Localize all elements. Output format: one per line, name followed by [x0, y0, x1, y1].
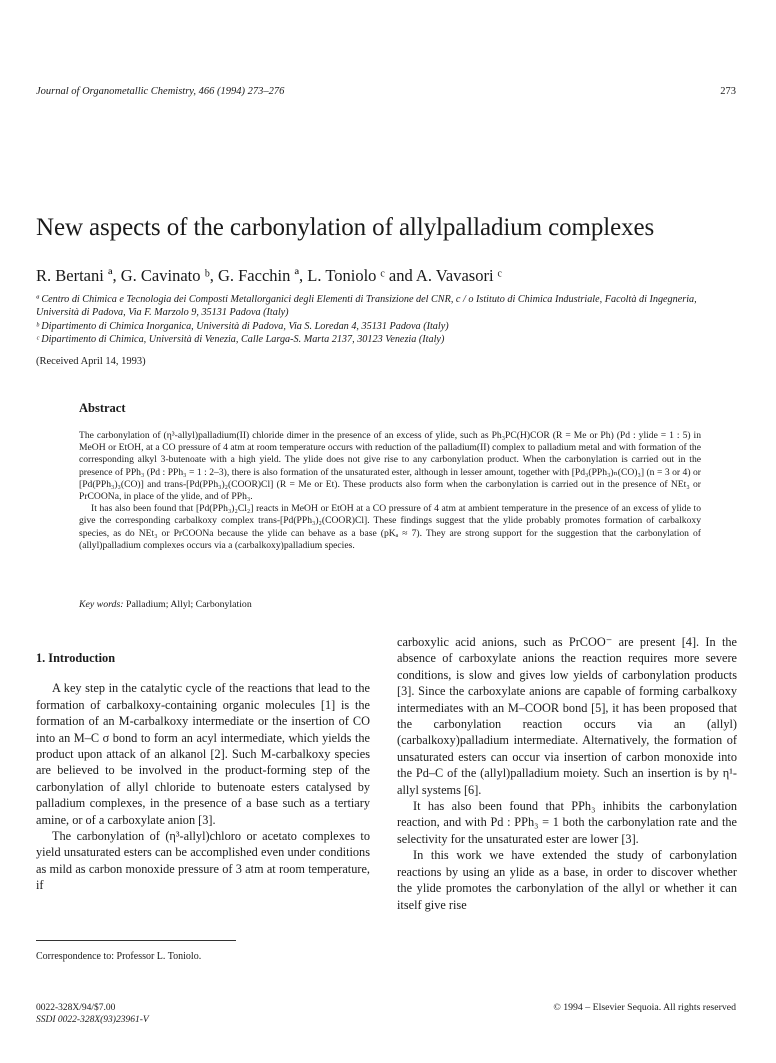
- running-head: [36, 86, 736, 97]
- article-title: New aspects of the carbonylation of allylpalladium complexes: [36, 214, 655, 241]
- author-list: R. Bertani ª, G. Cavinato ᵇ, G. Facchin ª, L. Toniolo ᶜ and A. Vavasori ᶜ: [36, 266, 502, 285]
- body-paragraph: The carbonylation of (η³-allyl)chloro or acetato complexes to yield unsaturated esters can be accomplished even under conditions as mild as carbon monoxide pressure of 3 atm at room temperature, if: [36, 829, 370, 893]
- issn-block: [36, 1002, 149, 1026]
- page-number: 273: [720, 86, 736, 97]
- affiliations: [36, 293, 740, 346]
- body-paragraph: carboxylic acid anions, such as PrCOO⁻ are present [4]. In the absence of carboxylate anions the reaction requires more severe conditions, is slow and gives low yields of carbonylation products [3]. Since the carboxylate anions are capable of forming carbalkoxy intermediates with an M–COOR bond [5], it has been proposed that the carbonylation reaction occurs via an (allyl)(carbalkoxy)palladium intermediate. Alternatively, the formation of unsaturated esters can occur via insertion of carbon monoxide into the Pd–C of the (allyl)palladium moiety. Such an insertion is by η¹-allyl systems [6].: [397, 635, 737, 797]
- affiliation-c: ᶜ Dipartimento di Chimica, Università di Venezia, Calle Larga-S. Marta 2137, 30123 Venezia (Italy): [36, 333, 445, 345]
- issn-price: 0022-328X/94/$7.00: [36, 1003, 116, 1013]
- abstract-paragraph: It has also been found that [Pd(PPh₃)₂Cl₂] reacts in MeOH or EtOH at a CO pressure of 4 atm at ambient temperature in the presence of an excess of ylide to give the corresponding carbalkoxy complex trans-[Pd(PPh₃)₂(COOR)Cl]. These findings suggest that the ylide probably promotes formation of carbalkoxy species, as do NEt₃ or PrCOONa because the ylide can behave as a base (pKₐ ≈ 7). They are strong support for the suggestion that the carbonylation of (allyl)palladium complexes occurs via a (carbalkoxy)palladium species.: [79, 503, 701, 551]
- footnote-divider: [36, 940, 236, 941]
- affiliation-b: ᵇ Dipartimento di Chimica Inorganica, Università di Padova, Via S. Loredan 4, 35131 Padova (Italy): [36, 320, 449, 332]
- keywords-text: Palladium; Allyl; Carbonylation: [126, 599, 252, 610]
- ssdi-code: SSDI 0022-328X(93)23961-V: [36, 1015, 149, 1025]
- keywords-label: Key words:: [79, 599, 124, 610]
- body-paragraph: In this work we have extended the study of carbonylation reactions by using an ylide as a base, in order to discover whether the ylide promotes the carbonylation of the allyl or whether it can itself give rise: [397, 848, 737, 912]
- body-paragraph: It has also been found that PPh₃ inhibits the carbonylation reaction, and with Pd : PPh₃ = 1 both the carbonylation rate and the selectivity for the unsaturated ester are lower [3].: [397, 799, 737, 846]
- section-heading-introduction: 1. Introduction: [36, 651, 116, 665]
- received-date: (Received April 14, 1993): [36, 356, 146, 367]
- left-column: [36, 650, 370, 894]
- journal-citation: Journal of Organometallic Chemistry, 466 (1994) 273–276: [36, 86, 285, 97]
- body-paragraph: A key step in the catalytic cycle of the reactions that lead to the formation of carbalkoxy-containing organic molecules [1] is the formation of an M-carbalkoxy intermediate or the insertion of CO into an M–C σ bond to form an acyl intermediate, which yields the product upon attack of an alkanol [2]. Such M-carbalkoxy species are believed to be involved in the product-forming step of the carbonylation of allyl chloride to butenoate esters catalysed by palladium complexes, in the presence of a base such as a tertiary amine, or of a carboxylate anion [3].: [36, 681, 370, 827]
- abstract-paragraph: The carbonylation of (η³-allyl)palladium(II) chloride dimer in the presence of an excess of ylide, such as Ph₃PC(H)COR (R = Me or Ph) (Pd : ylide = 1 : 5) in MeOH or EtOH, at a CO pressure of 4 atm at room temperature occurs with reduction of the palladium(II) complex to palladium metal and with formation of the corresponding alkyl 3-butenoate with a high yield. The ylide does not give rise to any carbonylation product. When the carbonylation is carried out in the presence of PPh₃ (Pd : PPh₃ = 1 : 2–3), there is also formation of the unsaturated ester, although in lesser amount, together with [Pd₃(PPh₃)ₙ(CO)₃] (n = 3 or 4) or [Pd(PPh₃)₃(CO)] and trans-[Pd(PPh₃)₂(COOR)Cl] (R = Me or Et). These products also form when the carbonylation is carried out in the presence of NEt₃ or PrCOONa, in place of the ylide, and of PPh₃.: [79, 430, 701, 503]
- copyright-notice: © 1994 – Elsevier Sequoia. All rights reserved: [553, 1002, 736, 1013]
- affiliation-a: ª Centro di Chimica e Tecnologia dei Composti Metallorganici degli Elementi di Transizione del CNR, c / o Istituto di Chimica Industriale, Facoltà di Ingegneria, Università di Padova, Via F. Marzolo 9, 35131 Padova (Italy): [36, 294, 697, 319]
- correspondence-note: Correspondence to: Professor L. Toniolo.: [36, 951, 202, 962]
- abstract-body: [79, 430, 701, 552]
- abstract-heading: Abstract: [79, 401, 126, 415]
- keywords: [79, 599, 252, 610]
- right-column: [397, 634, 737, 913]
